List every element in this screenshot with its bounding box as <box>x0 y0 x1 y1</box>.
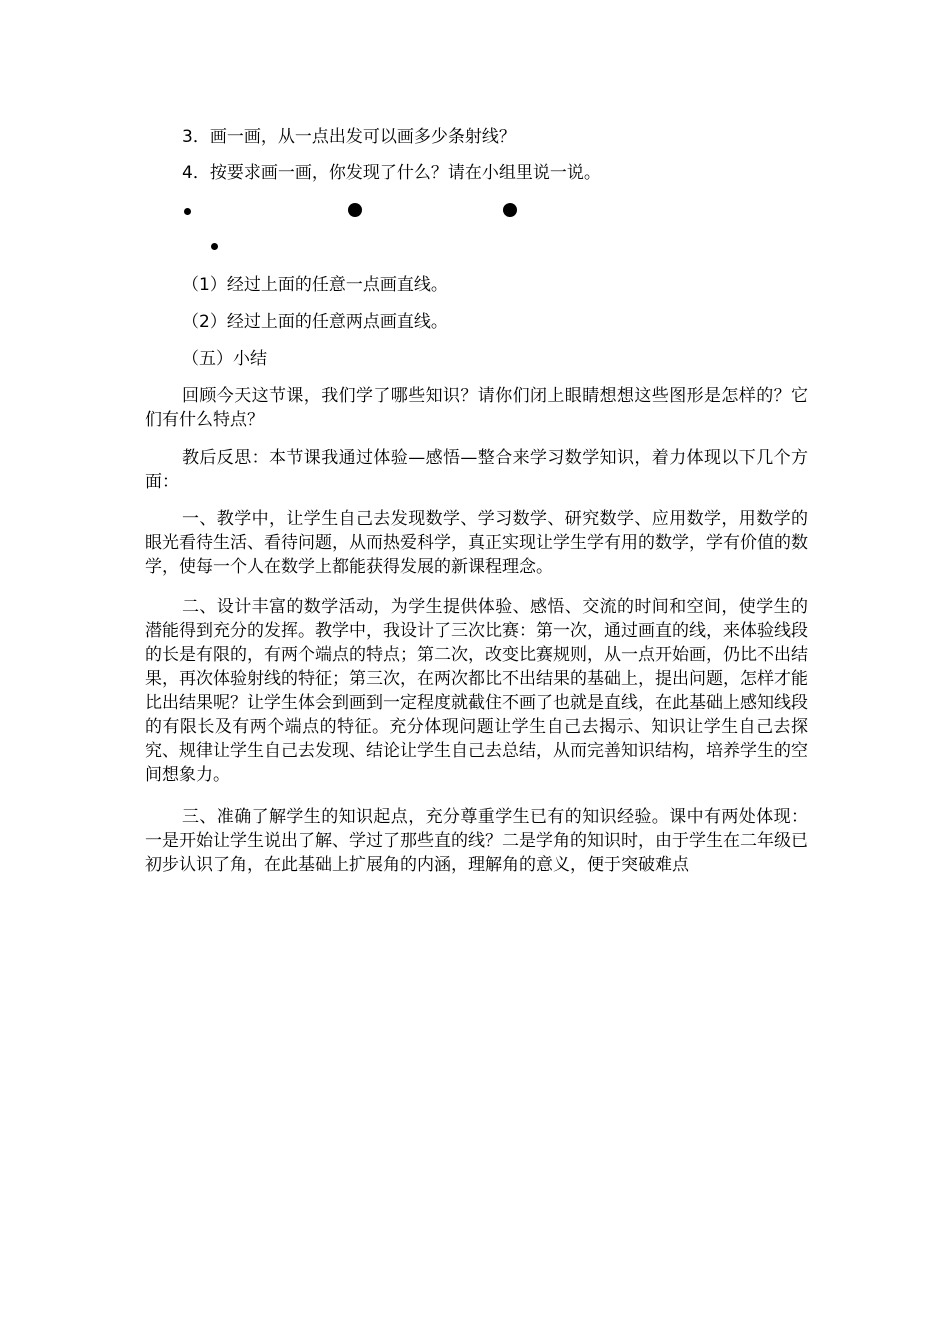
subtask-1: （1）经过上面的任意一点画直线。 <box>182 275 448 295</box>
point-1-text: 一、教学中，让学生自己去发现数学、学习数学、研究数学、应用数学，用数学的眼光看待生活、看待问题，从而热爱科学，真正实现让学生学有用的数学，学有价值的数学，使每一个人在数学上都能获得发展的新课程理念。 <box>145 509 808 577</box>
review-paragraph <box>145 384 808 432</box>
point-1-paragraph <box>145 507 808 579</box>
question-3: 3．画一画，从一点出发可以画多少条射线？ <box>182 127 516 147</box>
point-2-text: 二、设计丰富的数学活动，为学生提供体验、感悟、交流的时间和空间，使学生的潜能得到充分的发挥。教学中，我设计了三次比赛：第一次，通过画直的线，来体验线段的长是有限的，有两个端点的特点；第二次，改变比赛规则，从一点开始画，仍比不出结果，再次体验射线的特征；第三次，在两次都比不出结果的基础上，提出问题，怎样才能比出结果呢？让学生体会到画到一定程度就截住不画了也就是直线，在此基础上感知线段的有限长及有两个端点的特征。充分体现问题让学生自己去揭示、知识让学生自己去探究、规律让学生自己去发现、结论让学生自己去总结，从而完善知识结构，培养学生的空间想象力。 <box>145 597 808 785</box>
review-text: 回顾今天这节课，我们学了哪些知识？请你们闭上眼睛想想这些图形是怎样的？它们有什么特点？ <box>145 386 808 430</box>
reflection-intro-paragraph <box>145 446 808 494</box>
point-dot <box>503 203 517 217</box>
question-4: 4．按要求画一画，你发现了什么？请在小组里说一说。 <box>182 163 601 183</box>
point-dot <box>211 243 218 250</box>
section-title: （五）小结 <box>182 349 267 369</box>
point-dot <box>184 208 191 215</box>
subtask-2: （2）经过上面的任意两点画直线。 <box>182 312 448 332</box>
point-3-paragraph <box>145 805 808 877</box>
point-dot <box>348 203 362 217</box>
point-2-paragraph <box>145 595 808 787</box>
reflection-intro-text: 教后反思：本节课我通过体验—感悟—整合来学习数学知识，着力体现以下几个方面： <box>145 448 808 492</box>
point-3-text: 三、准确了解学生的知识起点，充分尊重学生已有的知识经验。课中有两处体现：一是开始让学生说出了解、学过了那些直的线？二是学角的知识时，由于学生在二年级已初步认识了角，在此基础上扩展角的内涵，理解角的意义，便于突破难点 <box>145 807 808 875</box>
